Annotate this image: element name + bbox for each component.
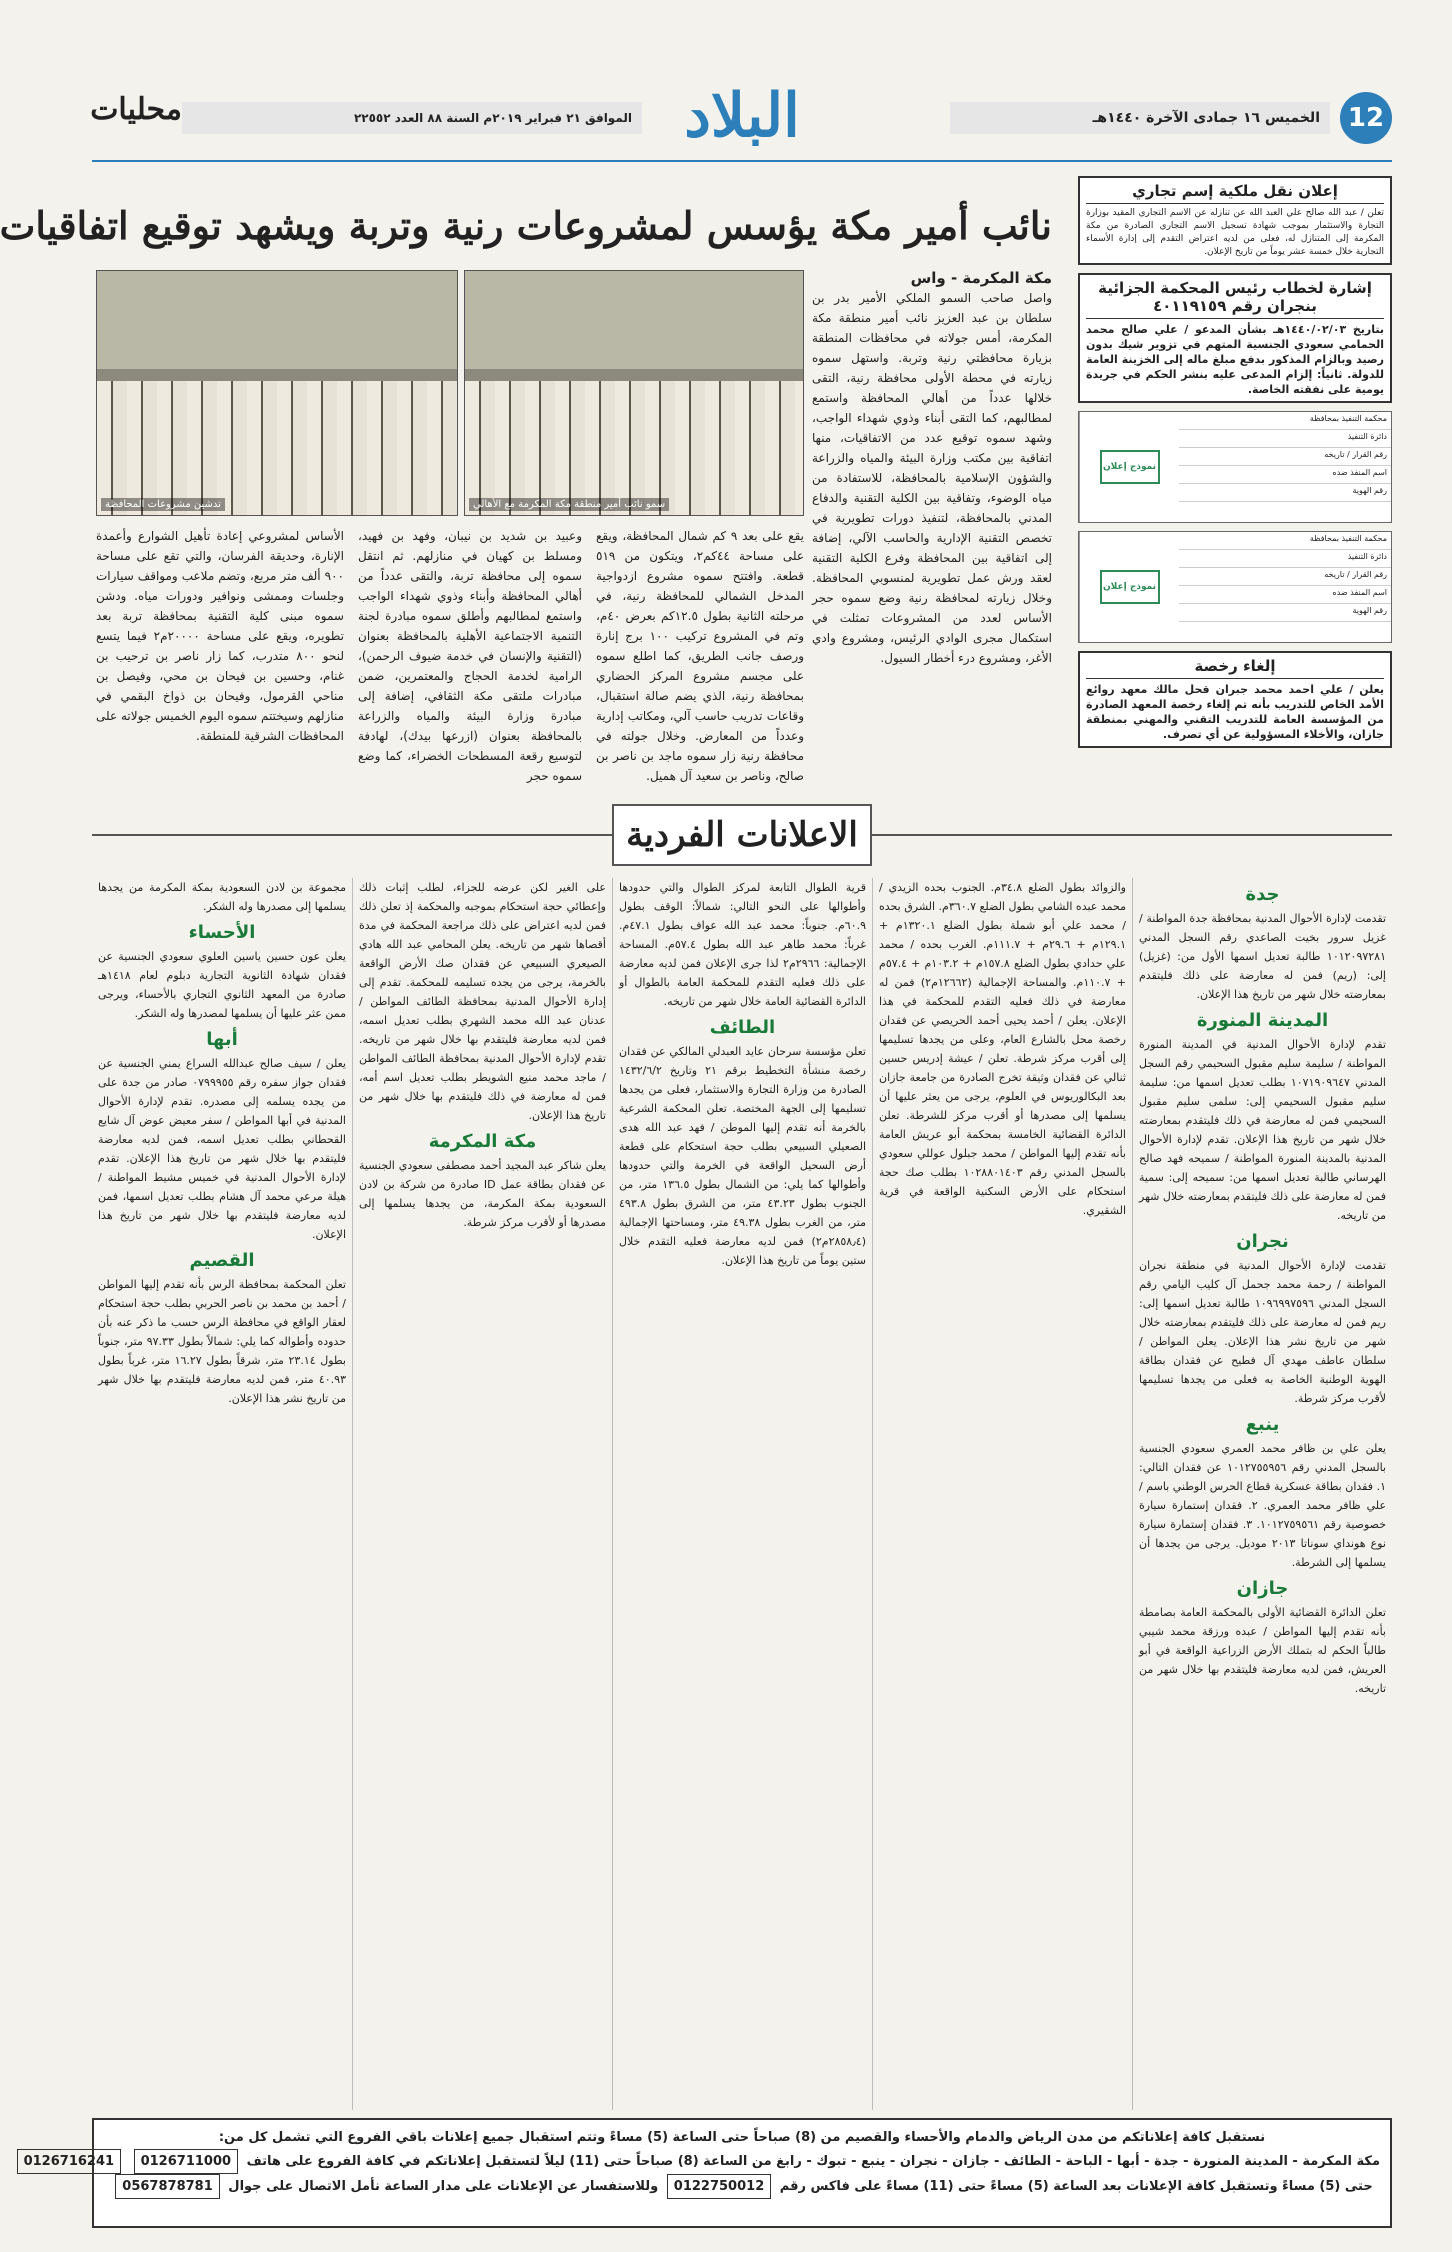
footer-text: حتى (5) مساءً وتستقبل كافة الإعلانات بعد الساعة (5) مساءً حتى (11) مساءً على فاكس رقم	[779, 2179, 1373, 2194]
article-column-4: الأساس لمشروعي إعادة تأهيل الشوارع وأعمدة الإنارة، وحديقة الفرسان، والتي تقع على مساحة ٩٠٠ ألف متر مربع، وتضم ملاعب ومواقف سيارات وجلسات وممشى ونوافير ودورات مياه. ودشن سموه مبنى كلية التقنية بمحافظة تربة بعد تطويره، ويقع على مساحة ٢٠٠٠٠م٢ فيما يتسع لنحو ٨٠٠ متدرب، كما زار ناصر بن ترحيب بن غنام، وحسين بن فيحان بن محي، وفيصل بن مناحي القرمول، وفيحان بن ذواخ البقمي في منازلهم وسيختتم سموه اليوم الخميس جولاته على المحافظات الشرقية للمنطقة.	[96, 529, 344, 743]
footer-line	[104, 2174, 1380, 2199]
classified-ad: والزوائد بطول الضلع ٣٤.٨م. الجنوب بحده الزيدي / محمد عبده الشامي بطول الضلع ٣٦٠.٧م. الشرق بحده / محمد علي أبو شملة بطول الضلع ١٣٢٠.١م + ١٢٩.١م + ٢٩.٦م + ١١١.٧م. الغرب بحده / محمد علي حدادي بطول الضلع ١٥٧.٨م + ١٠٣.٢م + ٥٧.٤م + ١١٠.٧م. والمساحة الإجمالية (١٢٦٦٢م٢) فمن له معارضة في ذلك فعليه التقدم للمحكمة في هذا الإعلان. يعلن / أحمد يحيى أحمد الحريصي عن فقدان رخصة محل بالشارع العام، وعلى من يجدها تسليمها إلى أقرب مركز شرطة. تعلن / عيشة إدريس حسين ثنالي عن فقدان وثيقة تخرج الصادرة من جامعة جازان بعد البكالوريوس في العلوم، يرجى من يعثر عليها أن يسلمها إلى مصدرها أو أقرب مركز للشرطة. تعلن الدائرة القضائية الخامسة بمحكمة أبو عريش العامة بأنه تقدم إليها المواطن / محمد جبلول عوللي سعودي بالسجل المدني رقم ١٠٢٨٨٠١٤٠٣ بطلب صك حجة استحكام على الأرض السكنية الواقعة في قرية الشقيري.	[879, 881, 1126, 1217]
notice-court	[1078, 273, 1392, 403]
city-heading: أبها	[206, 1029, 238, 1050]
city-heading: ينبع	[1245, 1414, 1280, 1435]
form-rows	[1179, 412, 1391, 522]
classified-ad: يعلن عون حسين ياسين العلوي سعودي الجنسية عن فقدان شهادة الثانوية التجارية دبلوم لعام ١٤١٨هـ صادرة من المعهد الثانوي التجاري بالأحساء، ويرجى ممن عثر عليها أن يسلمها لمصدرها وله الشكر.	[98, 950, 346, 1020]
photo-caption: تدشين مشروعات المحافظة	[101, 498, 225, 511]
article-column-3: وعبيد بن شديد بن نيبان، وفهد بن فهيد، ومسلط بن كهيان في منازلهم. ثم انتقل سموه إلى محافظة تربة، والتقى عدداً من أهالي المحافظة وأبناء وذوي شهداء الواجب واستمع لمطالبهم وأطلق سموه مبادرة لجنة التنمية الاجتماعية الأهلية بالمحافظة بعنوان (التقنية والإنسان في خدمة ضيوف الرحمن)، الرامية لخدمة الحجاج والمعتمرين، ضمن مبادرات ملتقى مكة الثقافي، إضافة إلى مبادرة وزارة البيئة والمياه والزراعة بالمحافظة بعنوان (ازرعها بيدك)، لهادفة لتوسيع رقعة المسطحات الخضراء، كما وضع سموه حجر	[358, 529, 582, 783]
form-row: محكمة التنفيذ بمحافظة	[1179, 412, 1391, 430]
notice-license-cancel	[1078, 651, 1392, 748]
classified-ad: تعلن الدائرة القضائية الأولى بالمحكمة العامة بصامطة بأنه تقدم إليها المواطن / عبده ورزقة محمد شيبي طالباً الحكم له بتملك الأرض الزراعية الواقعة في أبو العريش، فمن لديه معارضة فليتقدم بها خلال شهر من تاريخه.	[1139, 1606, 1386, 1695]
classified-ad: تقدم لإدارة الأحوال المدنية في المدينة المنورة المواطنة / سليمة سليم مقبول السحيمي رقم السجل المدني ١٠٧١٩٠٩٦٤٧ بطلب تعديل اسمها من: سليمة سليم مقبول السحيمي إلى: سلمى سليم مقبول السحيمي فمن له معارضة في ذلك فليتقدم بمعارضته خلال شهر من تاريخ هذا الإعلان. تقدم لإدارة الأحوال المدنية بالمدينة المنورة المواطنة / سميحه فهد صالح الهرساني طالبة تعديل اسمها من: سميحه إلى: سمية فمن له معارضة على ذلك فليتقدم بمعارضته خلال شهر من تاريخه.	[1139, 1038, 1386, 1222]
section-title: محليات	[90, 92, 182, 127]
article-body: واصل صاحب السمو الملكي الأمير بدر بن سلطان بن عبد العزيز نائب أمير منطقة مكة المكرمة، أمس جولاته في محافظات المنطقة بزيارة محافظتي رنية وتربة. واستهل سموه زيارته في محطة الأولى محافظة رنية، التقى خلالها عدداً من أهالي المحافظة واستمع لمطالبهم، كما التقى أبناء وذوي شهداء الواجب، وشهد سموه توقيع عدد من الاتفاقيات، منها اتفاقية بين مكتب وزارة البيئة والمياه والزراعة والشؤون الإسلامية بالمحافظة، للاستفادة من مياه الوضوء، وتفاقية بين الكلية التقنية والدفاع المدني بالمحافظة، لتنفيذ دورات تطويرية في تخصص التقنية الإدارية والحاسب الآلي، إضافة إلى اتفاقية بين المحافظة وفرع الكلية التقنية لعقد ورش عمل تطويرية لمنسوبي المحافظة. وخلال زيارته لمحافظة رنية وضع سموه حجر الأساس لعدد من المشروعات تمثلت في استكمال مجرى الوادي الرئيس، ومشروع وادي الأغر، ومشروع درء أخطار السيول.	[812, 291, 1052, 665]
hijri-date: الخميس ١٦ جمادى الآخرة ١٤٤٠هـ	[950, 102, 1330, 134]
photo-caption: سمو نائب أمير منطقة مكة المكرمة مع الأهالي	[469, 498, 669, 511]
page-header	[90, 81, 1392, 154]
form-rows	[1179, 532, 1391, 642]
execution-form	[1078, 411, 1392, 523]
footer-line: نستقبل كافة إعلاناتكم من مدن الرياض والدمام والأحساء والقصيم من (8) صباحاً حتى الساعة (5) مساءً وتتم استقبال جميع إعلانات باقي الفروع التي تشمل كل من:	[218, 2130, 1266, 2145]
notice-body: يعلن / علي احمد محمد جبران قحل مالك معهد روائع الأمد الخاص للتدريب بأنه تم إلغاء رخصة المعهد الصادرة من المؤسسة العامة للتدريب التقني والمهني بمنطقة جازان، والأخلاء المسؤولية عن أي تصرف.	[1086, 683, 1384, 741]
court-seal-icon: نموذج إعلان	[1100, 450, 1160, 484]
classified-column	[352, 878, 612, 2110]
article-dateline: مكة المكرمة - واس	[910, 269, 1052, 287]
notice-body: تعلن / عبد الله صالح علي العبد الله عن تنازله عن الاسم التجاري المقيد بوزارة التجارة والاستثمار بموجب شهادة تسجيل الاسم التجاري الصادرة من مكة المكرمة إلى المتنازل له، فعلى من لديه اعتراض التقدم إلى إدارة الأسماء التجارية خلال خمسة عشر يوماً من تاريخ الإعلان.	[1086, 208, 1384, 257]
classifieds-section	[92, 878, 1392, 2110]
classifieds-title: الاعلانات الفردية	[612, 804, 872, 866]
classified-ad: على الغير لكن عرضه للجزاء، لطلب إثبات ذلك وإعطائي حجة استحكام بموجبه والمحكمة إذ تعلن ذلك فمن لديه اعتراض على ذلك مراجعة المحكمة في مدة أقصاها شهر من تاريخه. يعلن المحامي عبد الله هادي الصيعري السبيعي عن فقدان صك الأرض الواقعة بالخرمة، يرجى من يجده تسليمه للمحكمة. تقدم إلى إدارة الأحوال المدنية بمحافظة الطائف المواطن / عدنان عبد الله محمد الشهري بطلب تعديل اسمه، فمن لديه معارضة فليتقدم بها خلال شهر من تاريخه. تقدم لإدارة الأحوال المدنية بمحافظة الطائف المواطن / ماجد محمد منيع الشويطر بطلب تعديل اسم أمه، فمن له معارضة في ذلك فليتقدم بها خلال شهر من تاريخ هذا الإعلان.	[359, 881, 606, 1122]
footer-text: وللاستفسار عن الإعلانات على مدار الساعة نأمل الاتصال على جوال	[228, 2179, 659, 2194]
notice-trade-name	[1078, 176, 1392, 265]
city-heading: جدة	[1245, 884, 1280, 905]
issue-info: الموافق ٢١ فبراير ٢٠١٩م السنة ٨٨ العدد ٢٢٥٥٢	[182, 102, 642, 134]
classified-ad: تعلن المحكمة بمحافظة الرس بأنه تقدم إليها المواطن / أحمد بن محمد بن ناصر الحربي بطلب حجة استحكام لعقار الواقع في محافظة الرس حسب ما ذكر عنه بأن حدوده وأطواله كما يلي: شمالاً بطول ٩٧.٣٣ متر، جنوباً بطول ٢٣.١٤ متر، شرقاً بطول ١٦.٢٧ متر، غرباً بطول ٤٠.٩٣ متر، فمن لديه معارضة فليتقدم بها خلال شهر من تاريخ نشر هذا الإعلان.	[98, 1278, 346, 1405]
form-row: اسم المنفذ ضده	[1179, 586, 1391, 604]
fax-number[interactable]: 0122750012	[667, 2174, 771, 2199]
footer-text: مكة المكرمة - المدينة المنورة - جدة - أبها - الباحة - الطائف - جازان - نجران - ينبع - تبوك - رابغ من الساعة (8) صباحاً حتى (11) ليلاً لتستقبل إعلاناتكم في كافة الفروع على هاتف	[246, 2154, 1380, 2169]
classified-ad: يعلن / سيف صالح عبدالله السراع يمني الجنسية عن فقدان جواز سفره رقم ٠٧٩٩٩٥٥ صادر من جدة على من يجده يسلمه إلى مصدره. تقدم لإدارة الأحوال المدنية في أبها المواطن / سفر معيض عوض آل شايع القحطاني بطلب تعديل اسمه، فمن لديه معارضة فليتقدم بها خلال شهر من تاريخ هذا الإعلان. تقدم لإدارة الأحوال المدنية في خميس مشيط المواطنة / هيلة مرعي محمد آل هشام بطلب تعديل اسمها، فمن لديه معارضة فليتقدم بها خلال شهر من تاريخ هذا الإعلان.	[98, 1057, 346, 1241]
page-number: 12	[1340, 92, 1392, 144]
classified-column	[92, 878, 352, 2110]
classified-ad: تقدمت لإدارة الأحوال المدنية في منطقة نجران المواطنة / رحمة محمد جحمل آل كليب اليامي رقم السجل المدني ١٠٩٦٩٩٧٥٩٦ طالبة تعديل اسمها إلى: ريم فمن له معارضة على ذلك فليتقدم بمعارضته خلال شهر من تاريخ نشر هذا الإعلان. يعلن المواطن / سلطان عاطف مهدي آل فطيح عن فقدان بطاقة الهوية الوطنية الخاصة به فعلى من يجدها تسليمها لأقرب مركز شرطة.	[1139, 1259, 1386, 1405]
classified-ad: يعلن شاكر عبد المجيد أحمد مصطفى سعودي الجنسية عن فقدان بطاقة عمل ID صادرة من شركة بن لادن السعودية بمكة المكرمة، من يجدها يسلمها إلى مصدرها أو لأقرب مركز شرطة.	[359, 1159, 606, 1229]
city-heading: مكة المكرمة	[428, 1131, 537, 1152]
notice-title: إعلان نقل ملكية إسم تجاري	[1086, 182, 1384, 204]
city-heading: الأحساء	[188, 922, 256, 943]
classified-column	[612, 878, 872, 2110]
execution-form	[1078, 531, 1392, 643]
form-row: محكمة التنفيذ بمحافظة	[1179, 532, 1391, 550]
classified-column	[872, 878, 1132, 2110]
city-heading: نجران	[1236, 1231, 1289, 1252]
notice-body: بتاريخ ١٤٤٠/٠٢/٠٣هـ بشأن المدعو / علي صالح محمد الحمامي سعودي الجنسية المتهم في تزوير شيك بدون رصيد وبالزام المذكور بدفع مبلغ ماله إلى الخزينة العامة للدولة. ثانياً: إلزام المدعى عليه بنشر الحكم في جريدة يومية على نفقته الخاصة.	[1086, 323, 1384, 396]
form-row: دائرة التنفيذ	[1179, 550, 1391, 568]
announcements-column	[1078, 176, 1392, 782]
newspaper-logo[interactable]: البلاد	[684, 81, 800, 151]
phone-number[interactable]: 0126711000	[134, 2149, 238, 2174]
court-seal-icon: نموذج إعلان	[1100, 570, 1160, 604]
form-row: رقم القرار / تاريخه	[1179, 568, 1391, 586]
article-column-2: يقع على بعد ٩ كم شمال المحافظة، ويقع على مساحة ٤٤كم٢، ويتكون من ٥١٩ قطعة. وافتتح سموه مشروع ازدواجية المدخل الشمالي للمحافظة رنية، في مرحلته الثانية بطول ١٢.٥كم بعرض ٤٠م، وتم في المشروع تركيب ١٠٠ برج إنارة ورصف جانب الطريق، كما اطلع سموه على مجسم مشروع المركز الحضاري بمحافظة رنية، الذي يضم صالة استقبال، وقاعات تدريب حاسب آلي، ومكاتب إدارية وعدداً من المعارض. وخلال جولته في محافظة رنية زار سموه ماجد بن ناصر بن صالح، وناصر بن سعيد آل هميل.	[596, 529, 805, 783]
form-row: رقم الهوية	[1179, 484, 1391, 502]
classified-ad: مجموعة بن لادن السعودية بمكة المكرمة من يجدها يسلمها إلى مصدرها وله الشكر.	[98, 881, 346, 913]
classified-column	[1132, 878, 1392, 2110]
form-row: دائرة التنفيذ	[1179, 430, 1391, 448]
city-heading: الطائف	[709, 1017, 776, 1038]
article-column-1	[812, 268, 1052, 778]
form-row: اسم المنفذ ضده	[1179, 466, 1391, 484]
classified-ad: تعلن مؤسسة سرحان عايد العبدلي المالكي عن فقدان رخصة منشأة التخطيط برقم ٢١ وتاريخ ١٤٣٢/٦/٢ الصادرة من وزارة التجارة والاستثمار، فعلى من يجدها تسليمها إلى الجهة المختصة. تعلن المحكمة الشرعية بالخرمة أنه تقدم إليها الموطن / فهد عبد الله هدى الصعيلي السبيعي بطلب حجة استحكام على قطعة أرض السحيل الواقعة في الخرمة والتي حدودها وأطوالها كما يلي: من الشمال بطول ١٣٦.٥ متر، من الجنوب بطول ٤٣.٢٣ متر، من الشرق بطول ٤٩٣.٨ متر، من الغرب بطول ٤٩.٣٨ متر، ومساحتها الإجمالية (٢٨٥٨٫٤م٢) فمن لديه معارضة فعليه التقدم خلال ستين يوماً من تاريخ هذا الإعلان.	[619, 1045, 866, 1267]
city-heading: المدينة المنورة	[1196, 1010, 1329, 1031]
header-divider	[92, 160, 1392, 162]
form-stamp	[1079, 412, 1179, 522]
fax-number[interactable]: 0126716241	[17, 2149, 121, 2174]
mobile-number[interactable]: 0567878781	[115, 2174, 219, 2199]
classified-ad: قرية الطوال التابعة لمركز الطوال والتي حدودها وأطوالها على النحو التالي: شمالاً: الوقف بطول ٦٠.٩م. جنوباً: محمد عبد الله عواف بطول ٤٧.١م. غرباً: محمد طاهر عبد الله بطول ٥٧.٤م. المساحة الإجمالية: ٢٩٦٦م٢ لذا جرى الإعلان فمن لديه معارضة على ذلك فعليه التقدم للمحكمة العامة بالطوال أو الدائرة القضائية العامة خلال شهر من تاريخه.	[619, 881, 866, 1008]
classified-ad: يعلن علي بن ظافر محمد العمري سعودي الجنسية بالسجل المدني رقم ١٠١٢٧٥٥٩٥٦ عن فقدان التالي: ١. فقدان بطاقة عسكرية قطاع الحرس الوطني باسم / علي ظافر محمد العمري. ٢. فقدان إستمارة سيارة خصوصية رقم ١٠١٢٧٥٩٥٦١. ٣. فقدان إستمارة سيارة نوع هونداي سوناتا ٢٠١٣ موديل. يرجى من يجدها أن يسلمها إلى الشرطة.	[1139, 1442, 1387, 1569]
footer-line	[23, 2149, 1380, 2174]
classifieds-banner	[92, 800, 1392, 870]
city-heading: القصيم	[189, 1250, 255, 1271]
form-stamp	[1079, 532, 1179, 642]
notice-title: إلغاء رخصة	[1086, 657, 1384, 679]
form-row: رقم القرار / تاريخه	[1179, 448, 1391, 466]
article-headline[interactable]: نائب أمير مكة يؤسس لمشروعات رنية وتربة ويشهد توقيع اتفاقيات	[0, 203, 1052, 248]
city-heading: جازان	[1236, 1578, 1289, 1599]
article-photo-main[interactable]	[464, 270, 804, 516]
classified-ad: تقدمت لإدارة الأحوال المدنية بمحافظة جدة المواطنة / غزيل سرور بخيت الصاعدي رقم السجل المدني ١٠١٢٠٩٧٢٨١ طالبة تعديل اسمها الأول من: (غزيل) إلى: (ريم) فمن له معارضة على ذلك فليتقدم بمعارضته خلال شهر من تاريخ هذا الإعلان.	[1139, 912, 1386, 1001]
article-photo-secondary[interactable]	[96, 270, 458, 516]
ads-contact-footer	[23, 2118, 1392, 2228]
form-row: رقم الهوية	[1179, 604, 1391, 622]
notice-title: إشارة لخطاب رئيس المحكمة الجزائية بنجران رقم ٤٠١١٩١٥٩	[1086, 279, 1384, 319]
